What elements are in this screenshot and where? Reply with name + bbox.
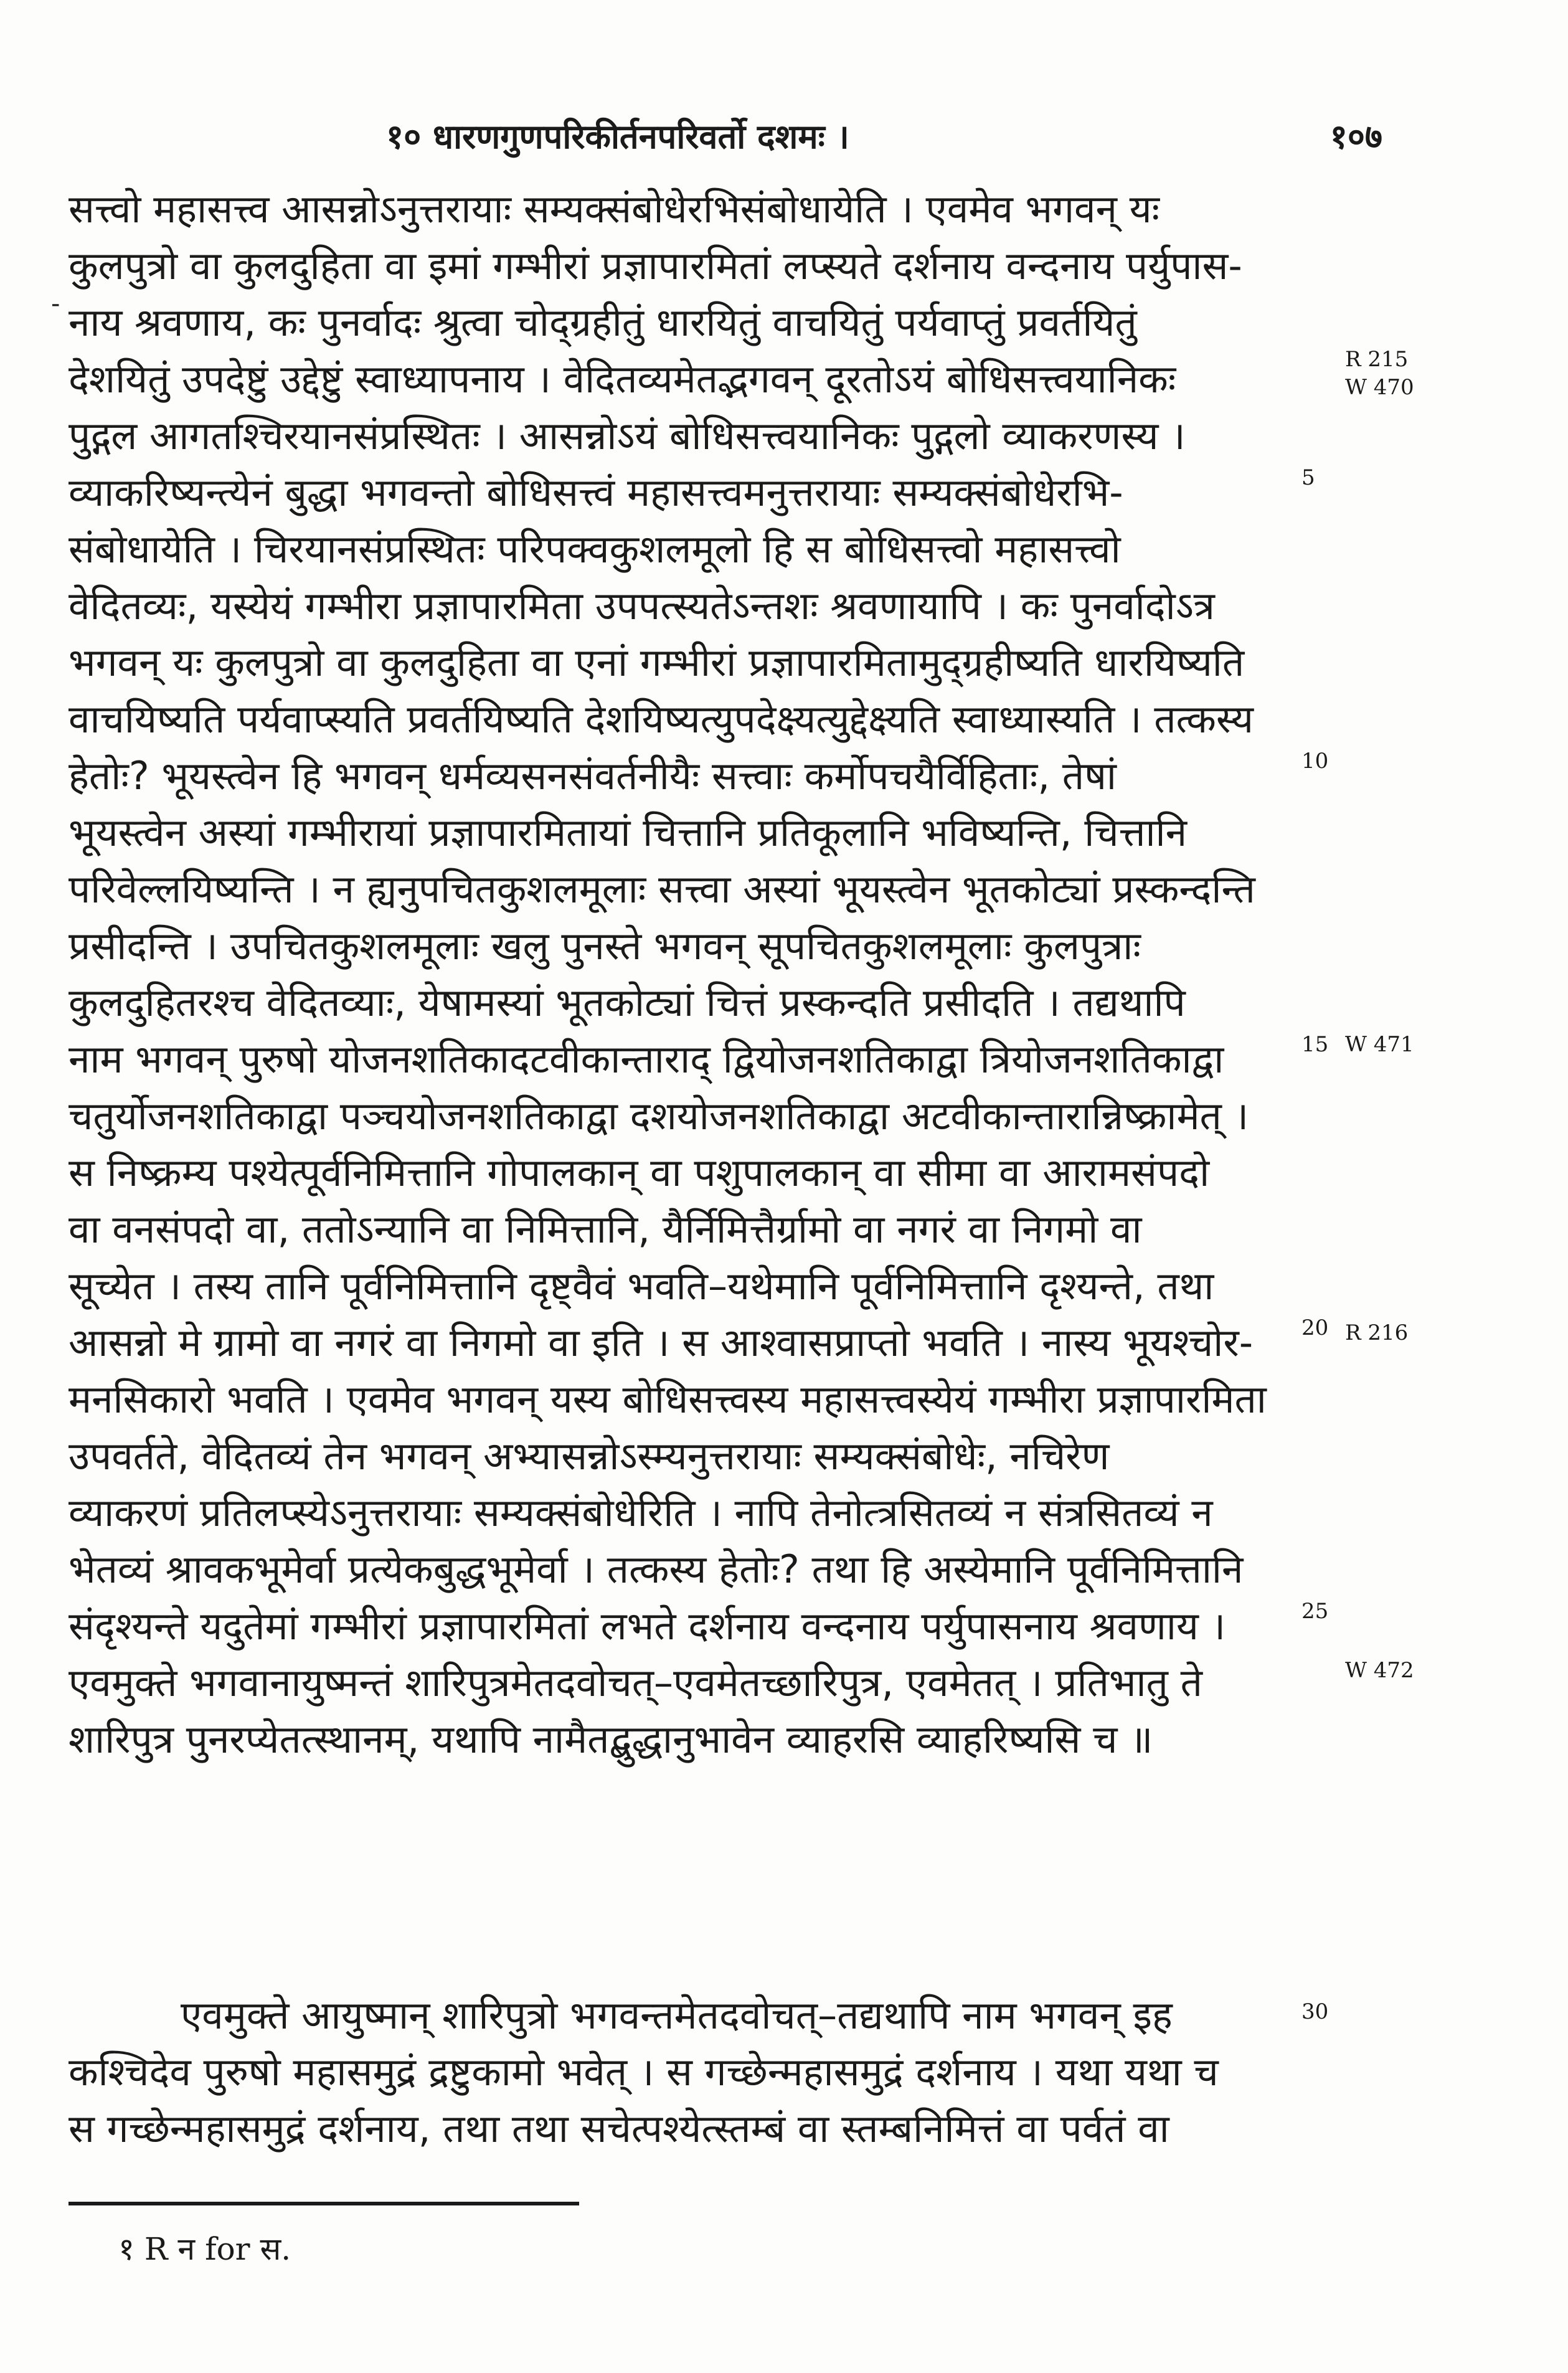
text-line: नाय श्रवणाय, कः पुनर्वादः श्रुत्वा चोद्ग्रहीतुं धारयितुं वाचयितुं पर्यवाप्तुं प्रवर्तयितुं xyxy=(68,300,1137,345)
text-line: चतुर्योजनशतिकाद्वा पञ्चयोजनशतिकाद्वा दशयोजनशतिकाद्वा अटवीकान्तारान्निष्क्रामेत् । xyxy=(68,1093,1249,1139)
text-line: शारिपुत्र पुनरप्येतत्स्थानम्, यथापि नामैतद्बुद्धानुभावेन व्याहरसि व्याहरिष्यसि च ॥ xyxy=(68,1717,1153,1762)
line-number-30: 30 xyxy=(1301,1999,1329,2024)
text-line: एवमुक्ते भगवानायुष्मन्तं शारिपुत्रमेतदवोचत्–एवमेतच्छारिपुत्र, एवमेतत् । प्रतिभातु ते xyxy=(68,1660,1202,1705)
text-line: नाम भगवन् पुरुषो योजनशतिकादटवीकान्ताराद् द्वियोजनशतिकाद्वा त्रियोजनशतिकाद्वा xyxy=(68,1036,1224,1082)
margin-ref-w470: W 470 xyxy=(1345,375,1414,400)
paragraph-2 xyxy=(68,1987,1301,2157)
text-line: आसन्नो मे ग्रामो वा नगरं वा निगमो वा इति । स आश्वासप्राप्तो भवति । नास्य भूयश्चोर- xyxy=(68,1320,1254,1365)
text-line: मनसिकारो भवति । एवमेव भगवन् यस्य बोधिसत्त्वस्य महासत्त्वस्येयं गम्भीरा प्रज्ञापारमिता xyxy=(68,1376,1267,1422)
text-line: स गच्छेन्महासमुद्रं दर्शनाय, तथा तथा सचेत्पश्येत्स्तम्बं वा स्तम्बनिमित्तं वा पर्वतं वा xyxy=(68,2106,1169,2151)
running-header xyxy=(386,112,1382,168)
margin-ref-w472: W 472 xyxy=(1345,1658,1414,1683)
text-line: वा वनसंपदो वा, ततोऽन्यानि वा निमित्तानि, यैर्निमित्तैर्ग्रामो वा नगरं वा निगमो वा xyxy=(68,1206,1142,1252)
text-line: सूच्येत । तस्य तानि पूर्वनिमित्तानि दृष्ट्वैवं भवति–यथेमानि पूर्वनिमित्तानि दृश्यन्ते, तथा xyxy=(68,1263,1214,1309)
text-line: कुलदुहितरश्च वेदितव्याः, येषामस्यां भूतकोट्यां चित्तं प्रस्कन्दति प्रसीदति । तद्यथापि xyxy=(68,980,1186,1025)
line-number-10: 10 xyxy=(1301,749,1329,774)
margin-ref-r216: R 216 xyxy=(1345,1320,1409,1345)
text-line: सत्त्वो महासत्त्व आसन्नोऽनुत्तरायाः सम्यक्संबोधेरभिसंबोधायेति । एवमेव भगवन् यः xyxy=(68,186,1160,232)
text-line: भगवन् यः कुलपुत्रो वा कुलदुहिता वा एनां गम्भीरां प्रज्ञापारमितामुद्ग्रहीष्यति धारयिष्यति xyxy=(68,640,1245,685)
text-line: भेतव्यं श्रावकभूमेर्वा प्रत्येकबुद्धभूमेर्वा । तत्कस्य हेतोः? तथा हि अस्येमानि पूर्वनिमित्तानि xyxy=(68,1546,1244,1592)
text-line: वाचयिष्यति पर्यवाप्स्यति प्रवर्तयिष्यति देशयिष्यत्युपदेक्ष्यत्युद्देक्ष्यति स्वाध्यास्यति । तत्कस्य xyxy=(68,696,1254,742)
line-number-25: 25 xyxy=(1301,1599,1329,1624)
line-number-15: 15 xyxy=(1301,1032,1329,1057)
text-line: संदृश्यन्ते यदुतेमां गम्भीरां प्रज्ञापारमितां लभते दर्शनाय वन्दनाय पर्युपासनाय श्रवणाय । xyxy=(68,1603,1226,1649)
text-line: कश्चिदेव पुरुषो महासमुद्रं द्रष्टुकामो भवेत् । स गच्छेन्महासमुद्रं दर्शनाय । यथा यथा च xyxy=(68,2049,1219,2095)
text-line: एवमुक्ते आयुष्मान् शारिपुत्रो भगवन्तमेतदवोचत्–तद्यथापि नाम भगवन् इह xyxy=(181,1992,1173,2038)
footnote: १ R न for स. xyxy=(118,2231,291,2267)
footnote-rule xyxy=(68,2202,579,2205)
text-line: संबोधायेति । चिरयानसंप्रस्थितः परिपक्वकुशलमूलो हि स बोधिसत्त्वो महासत्त्वो xyxy=(68,526,1121,572)
text-line: उपवर्तते, वेदितव्यं तेन भगवन् अभ्यासन्नोऽस्म्यनुत्तरायाः सम्यक्संबोधेः, नचिरेण xyxy=(68,1433,1110,1479)
text-line: पुद्गल आगतश्चिरयानसंप्रस्थितः । आसन्नोऽयं बोधिसत्त्वयानिकः पुद्गलो व्याकरणस्य । xyxy=(68,413,1186,458)
paragraph-1 xyxy=(68,181,1301,1768)
margin-ref-r215: R 215 xyxy=(1345,347,1409,372)
text-line: व्याकरणं प्रतिलप्स्येऽनुत्तरायाः सम्यक्संबोधेरिति । नापि तेनोत्त्रसितव्यं न संत्रसितव्यं न xyxy=(68,1490,1213,1535)
line-number-5: 5 xyxy=(1301,465,1315,490)
margin-mark: - xyxy=(51,290,60,318)
text-line: हेतोः? भूयस्त्वेन हि भगवन् धर्मव्यसनसंवर्तनीयैः सत्त्वाः कर्मोपचयैर्विहिताः, तेषां xyxy=(68,753,1117,798)
page-number: १०७ xyxy=(1329,117,1382,156)
margin-ref-w471: W 471 xyxy=(1345,1032,1414,1057)
chapter-title: १० धारणगुणपरिकीर्तनपरिवर्तो दशमः । xyxy=(386,117,849,156)
line-number-20: 20 xyxy=(1301,1315,1329,1340)
text-line: वेदितव्यः, यस्येयं गम्भीरा प्रज्ञापारमिता उपपत्स्यतेऽन्तशः श्रवणायापि । कः पुनर्वादोऽत्र xyxy=(68,583,1215,628)
text-line: व्याकरिष्यन्त्येनं बुद्धा भगवन्तो बोधिसत्त्वं महासत्त्वमनुत्तरायाः सम्यक्संबोधेरभि- xyxy=(68,470,1123,515)
text-line: परिवेल्लयिष्यन्ति । न ह्यनुपचितकुशलमूलाः सत्त्वा अस्यां भूयस्त्वेन भूतकोट्यां प्रस्कन्दन्ति xyxy=(68,866,1255,912)
text-line: प्रसीदन्ति । उपचितकुशलमूलाः खलु पुनस्ते भगवन् सूपचितकुशलमूलाः कुलपुत्राः xyxy=(68,923,1141,969)
text-line: देशयितुं उपदेष्टुं उद्देष्टुं स्वाध्यापनाय । वेदितव्यमेतद्भगवन् दूरतोऽयं बोधिसत्त्वयानिकः xyxy=(68,356,1176,402)
text-line: कुलपुत्रो वा कुलदुहिता वा इमां गम्भीरां प्रज्ञापारमितां लप्स्यते दर्शनाय वन्दनाय पर्युपास- xyxy=(68,243,1242,288)
text-line: स निष्क्रम्य पश्येत्पूर्वनिमित्तानि गोपालकान् वा पशुपालकान् वा सीमा वा आरामसंपदो xyxy=(68,1150,1210,1195)
text-line: भूयस्त्वेन अस्यां गम्भीरायां प्रज्ञापारमितायां चित्तानि प्रतिकूलानि भविष्यन्ति, चित्तानि xyxy=(68,810,1188,855)
